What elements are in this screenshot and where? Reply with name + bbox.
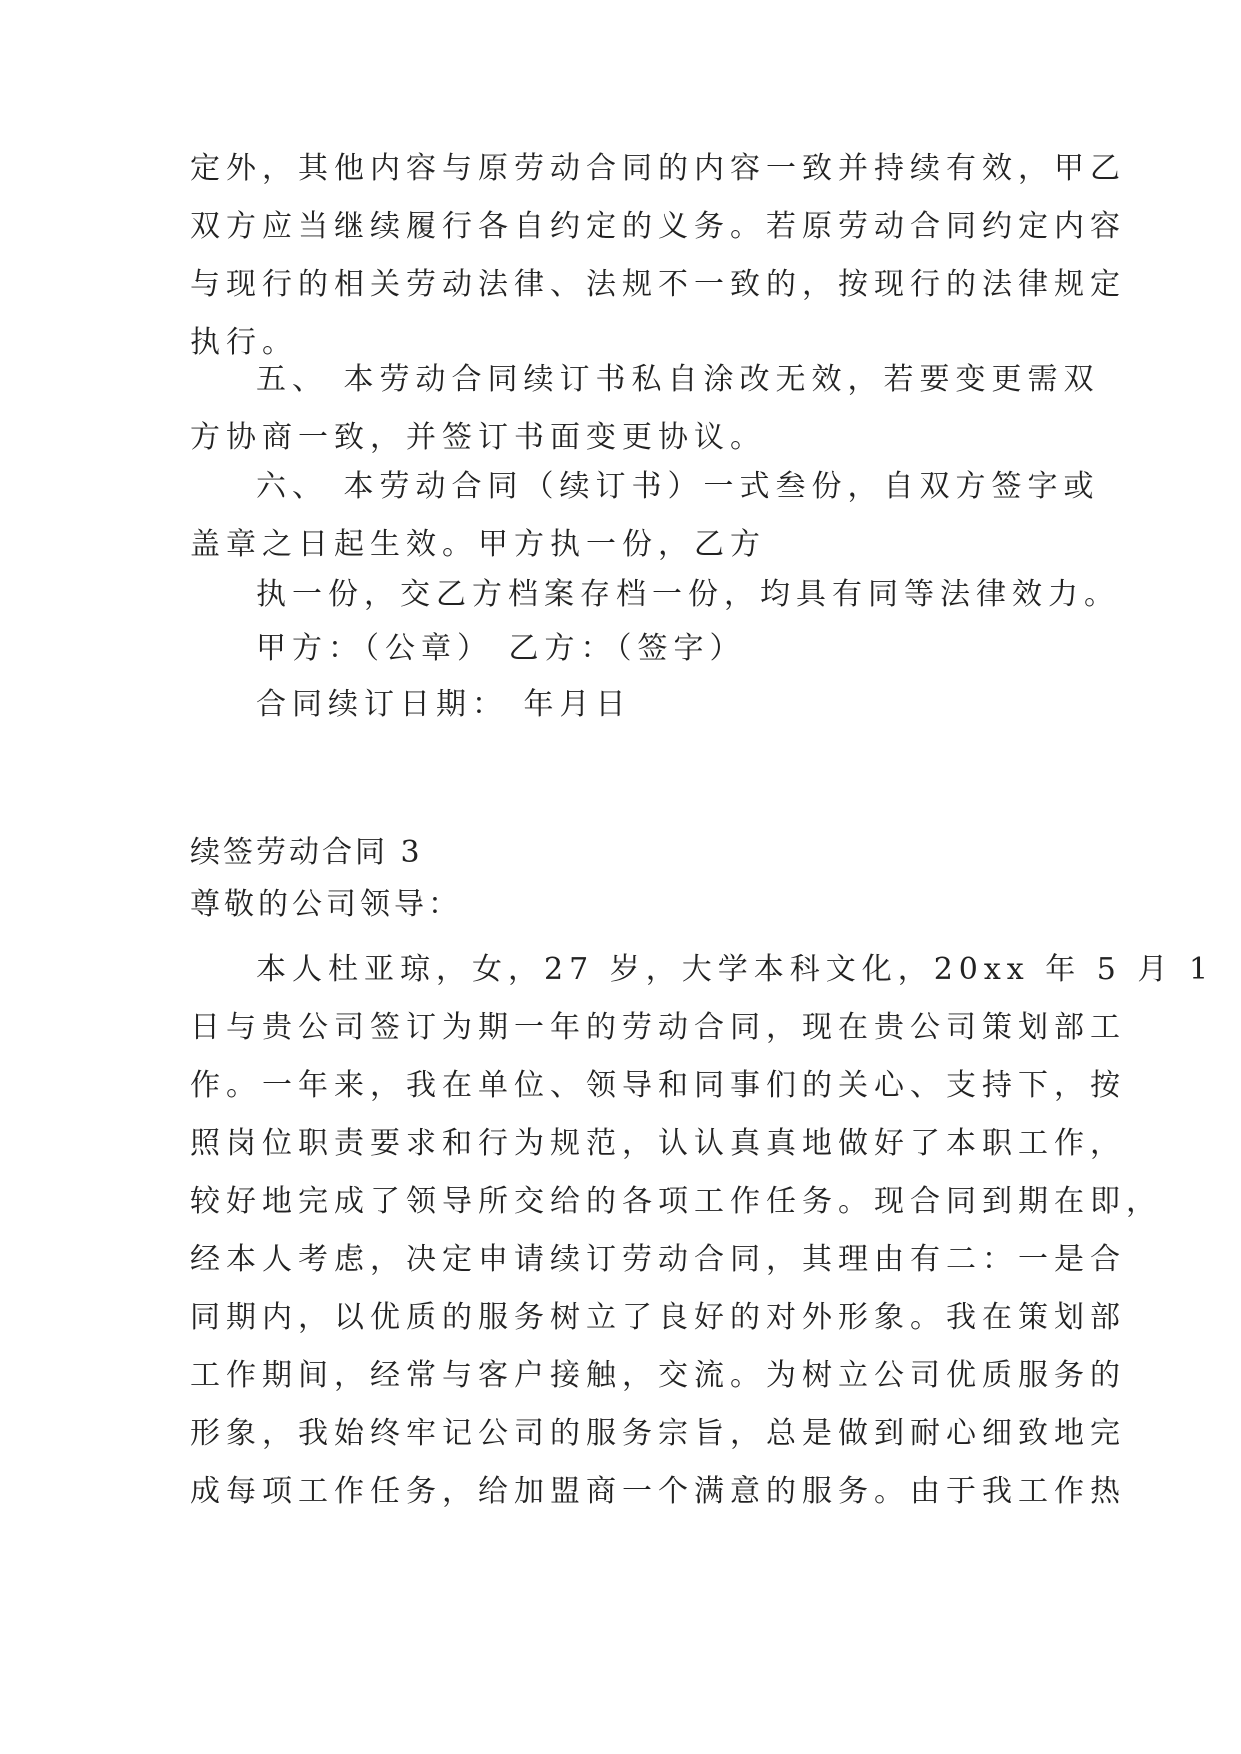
renewal-date-line: 合同续订日期： 年月日 [256,687,632,722]
clause-six [190,458,1100,574]
text-line: 形象，我始终牢记公司的服务宗旨，总是做到耐心细致地完 [190,1416,1126,1451]
salutation: 尊敬的公司领导： [190,887,462,922]
letter-body [190,941,1215,1521]
text-line: 本人杜亚琼，女，27 岁，大学本科文化，20xx 年 5 月 1 [256,952,1215,987]
continuation-paragraph [190,140,1126,372]
text-line: 较好地完成了领导所交给的各项工作任务。现合同到期在即， [190,1184,1162,1219]
text-line: 作。一年来，我在单位、领导和同事们的关心、支持下，按 [190,1068,1126,1103]
text-line: 成每项工作任务，给加盟商一个满意的服务。由于我工作热 [190,1474,1126,1509]
section-title: 续签劳动合同 3 [190,835,423,870]
signature-block [190,566,1120,734]
signature-line: 甲方：（公章） 乙方：（签字） [256,631,746,666]
text-line: 日与贵公司签订为期一年的劳动合同，现在贵公司策划部工 [190,1010,1126,1045]
text-line: 方协商一致，并签订书面变更协议。 [190,420,766,455]
text-line: 经本人考虑，决定申请续订劳动合同，其理由有二：一是合 [190,1242,1126,1277]
text-line: 五、 本劳动合同续订书私自涂改无效，若要变更需双 [256,362,1100,397]
clause-six-continuation: 执一份，交乙方档案存档一份，均具有同等法律效力。 [256,577,1120,612]
text-line: 工作期间，经常与客户接触，交流。为树立公司优质服务的 [190,1358,1126,1393]
text-line: 同期内，以优质的服务树立了良好的对外形象。我在策划部 [190,1300,1126,1335]
text-line: 盖章之日起生效。甲方执一份，乙方 [190,527,766,562]
text-line: 照岗位职责要求和行为规范，认认真真地做好了本职工作， [190,1126,1126,1161]
text-line: 与现行的相关劳动法律、法规不一致的，按现行的法律规定 [190,267,1126,302]
text-line: 双方应当继续履行各自约定的义务。若原劳动合同约定内容 [190,209,1126,244]
clause-five [190,351,1100,467]
text-line: 执行。 [190,325,298,360]
text-line: 定外，其他内容与原劳动合同的内容一致并持续有效，甲乙 [190,151,1126,186]
text-line: 六、 本劳动合同（续订书）一式叁份，自双方签字或 [256,469,1100,504]
